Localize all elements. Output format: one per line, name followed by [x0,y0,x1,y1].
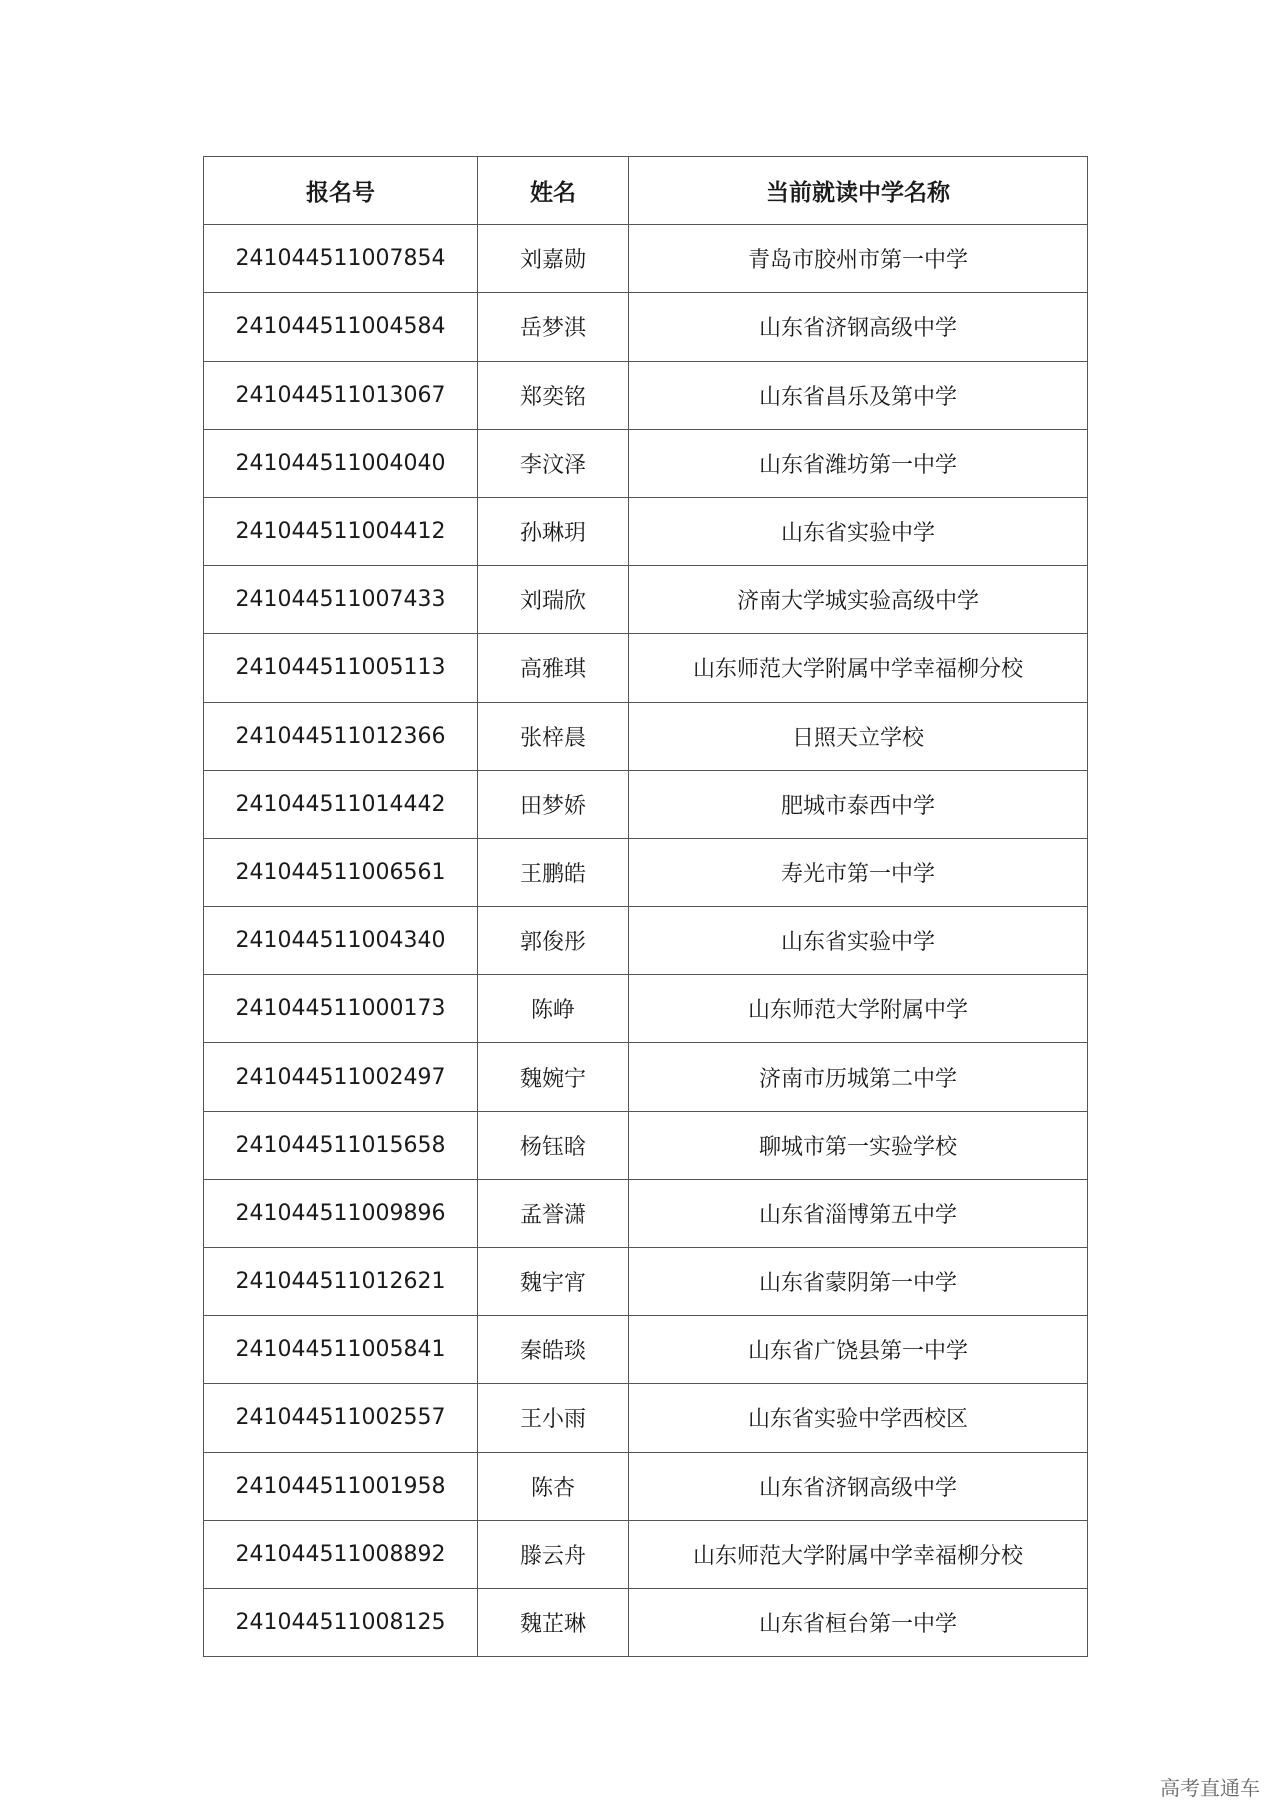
school-name-cell: 青岛市胶州市第一中学 [629,225,1088,293]
registration-number-cell: 241044511013067 [204,361,478,429]
table-row [204,702,1088,770]
registration-number-cell: 241044511002497 [204,1043,478,1111]
student-name-cell: 魏婉宁 [478,1043,629,1111]
school-name-cell: 山东师范大学附属中学幸福柳分校 [629,1520,1088,1588]
school-name-cell: 山东省潍坊第一中学 [629,429,1088,497]
student-name-cell: 刘瑞欣 [478,566,629,634]
school-name-cell: 山东省昌乐及第中学 [629,361,1088,429]
school-name-cell: 山东省济钢高级中学 [629,293,1088,361]
student-name-cell: 郭俊彤 [478,907,629,975]
table-row [204,1316,1088,1384]
registration-number-cell: 241044511008892 [204,1520,478,1588]
school-name-cell: 山东省淄博第五中学 [629,1179,1088,1247]
registration-number-cell: 241044511008125 [204,1588,478,1656]
registration-number-cell: 241044511004584 [204,293,478,361]
school-name-cell: 聊城市第一实验学校 [629,1111,1088,1179]
school-name-cell: 日照天立学校 [629,702,1088,770]
table-row [204,907,1088,975]
student-name-cell: 王小雨 [478,1384,629,1452]
student-name-cell: 陈峥 [478,975,629,1043]
registration-number-cell: 241044511004040 [204,429,478,497]
student-name-cell: 张梓晨 [478,702,629,770]
student-name-cell: 杨钰晗 [478,1111,629,1179]
school-name-cell: 山东师范大学附属中学 [629,975,1088,1043]
student-name-cell: 李汶泽 [478,429,629,497]
table-row [204,1248,1088,1316]
school-name-cell: 山东师范大学附属中学幸福柳分校 [629,634,1088,702]
student-list-table [203,156,1088,1657]
student-name-cell: 陈杏 [478,1452,629,1520]
school-name-cell: 肥城市泰西中学 [629,770,1088,838]
table-row [204,293,1088,361]
registration-number-cell: 241044511012621 [204,1248,478,1316]
school-name-cell: 山东省广饶县第一中学 [629,1316,1088,1384]
registration-number-cell: 241044511004412 [204,497,478,565]
table-row [204,1452,1088,1520]
registration-number-cell: 241044511000173 [204,975,478,1043]
student-name-cell: 魏芷琳 [478,1588,629,1656]
table-row [204,566,1088,634]
table-row [204,429,1088,497]
registration-number-cell: 241044511015658 [204,1111,478,1179]
table-row [204,1588,1088,1656]
table-row [204,838,1088,906]
table-row [204,1384,1088,1452]
school-name-cell: 山东省济钢高级中学 [629,1452,1088,1520]
registration-number-cell: 241044511006561 [204,838,478,906]
table-row [204,225,1088,293]
student-name-cell: 魏宇宵 [478,1248,629,1316]
school-name-cell: 山东省实验中学 [629,497,1088,565]
student-name-cell: 高雅琪 [478,634,629,702]
student-name-cell: 王鹏皓 [478,838,629,906]
header-registration-number: 报名号 [204,157,478,225]
registration-number-cell: 241044511001958 [204,1452,478,1520]
registration-number-cell: 241044511012366 [204,702,478,770]
table-row [204,634,1088,702]
watermark: 高考直通车 [1160,1776,1260,1800]
school-name-cell: 山东省蒙阴第一中学 [629,1248,1088,1316]
table-header-row [204,157,1088,225]
table-row [204,361,1088,429]
registration-number-cell: 241044511002557 [204,1384,478,1452]
school-name-cell: 山东省桓台第一中学 [629,1588,1088,1656]
student-name-cell: 孟誉潇 [478,1179,629,1247]
student-name-cell: 田梦娇 [478,770,629,838]
registration-number-cell: 241044511005841 [204,1316,478,1384]
school-name-cell: 寿光市第一中学 [629,838,1088,906]
school-name-cell: 济南大学城实验高级中学 [629,566,1088,634]
registration-number-cell: 241044511009896 [204,1179,478,1247]
student-name-cell: 孙琳玥 [478,497,629,565]
registration-number-cell: 241044511005113 [204,634,478,702]
student-name-cell: 刘嘉勋 [478,225,629,293]
registration-number-cell: 241044511004340 [204,907,478,975]
header-name: 姓名 [478,157,629,225]
table-row [204,1520,1088,1588]
registration-number-cell: 241044511007433 [204,566,478,634]
school-name-cell: 山东省实验中学 [629,907,1088,975]
registration-number-cell: 241044511007854 [204,225,478,293]
table-row [204,1179,1088,1247]
table-row [204,975,1088,1043]
school-name-cell: 济南市历城第二中学 [629,1043,1088,1111]
student-name-cell: 秦皓琰 [478,1316,629,1384]
table-row [204,770,1088,838]
student-name-cell: 岳梦淇 [478,293,629,361]
registration-number-cell: 241044511014442 [204,770,478,838]
student-name-cell: 郑奕铭 [478,361,629,429]
table-row [204,497,1088,565]
table-row [204,1043,1088,1111]
table-row [204,1111,1088,1179]
school-name-cell: 山东省实验中学西校区 [629,1384,1088,1452]
header-school: 当前就读中学名称 [629,157,1088,225]
student-name-cell: 滕云舟 [478,1520,629,1588]
